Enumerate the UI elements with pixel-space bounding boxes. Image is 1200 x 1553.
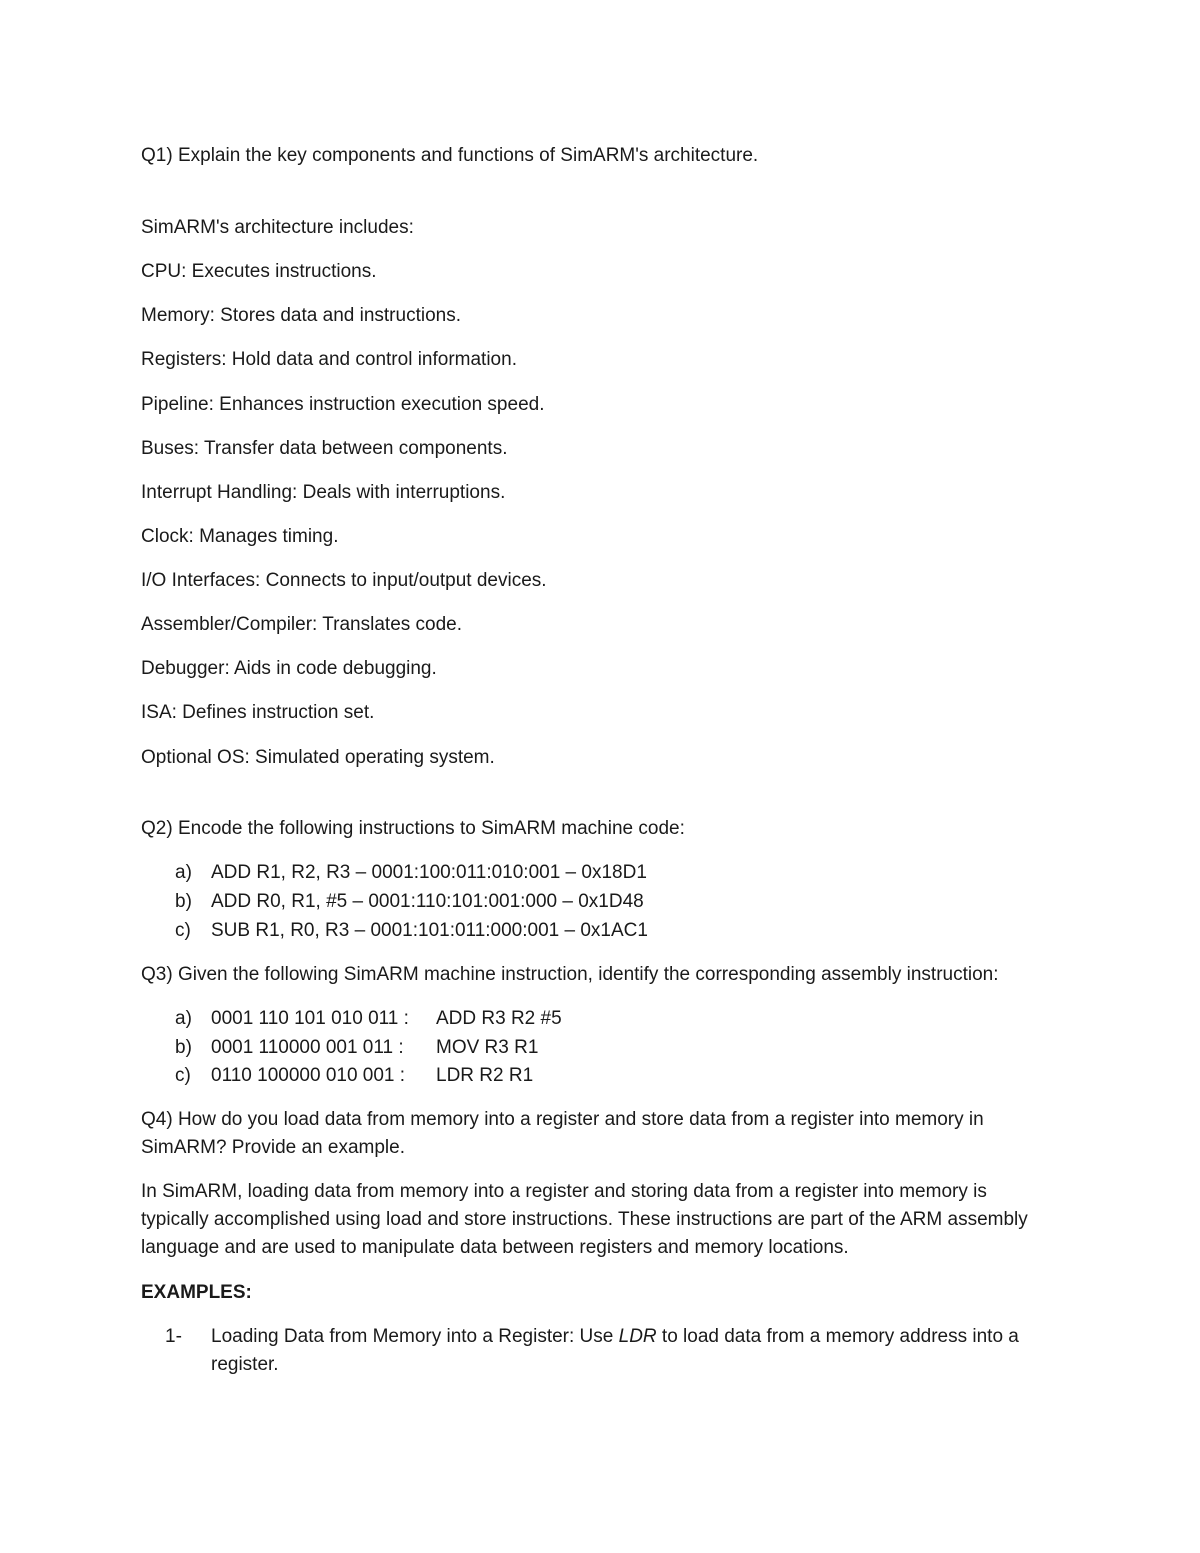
component-isa: ISA: Defines instruction set. — [141, 702, 375, 723]
list-item-text: SUB R1, R0, R3 – 0001:101:011:000:001 – 0x1AC1 — [211, 920, 648, 941]
component-cpu: CPU: Executes instructions. — [141, 261, 377, 282]
list-item-label: c) — [175, 920, 191, 941]
list-item-label: b) — [175, 1037, 192, 1058]
q4-question: Q4) How do you load data from memory into a register and store data from a register into memory in SimARM? Provide an example. — [141, 1109, 984, 1158]
component-buses: Buses: Transfer data between components. — [141, 438, 508, 459]
list-item-label: c) — [175, 1065, 191, 1086]
list-item-text: ADD R0, R1, #5 – 0001:110:101:001:000 – 0x1D48 — [211, 891, 644, 912]
ldr-keyword: LDR — [618, 1326, 657, 1347]
machine-code: 0110 100000 010 001 : — [211, 1065, 406, 1086]
example-number: 1- — [165, 1326, 182, 1347]
component-debugger: Debugger: Aids in code debugging. — [141, 658, 437, 679]
machine-code: 0001 110000 001 011 : — [211, 1037, 404, 1058]
example-text — [211, 1323, 1056, 1379]
list-item-label: a) — [175, 1008, 192, 1029]
list-item-text: ADD R1, R2, R3 – 0001:100:011:010:001 – 0x18D1 — [211, 862, 647, 883]
component-interrupt-handling: Interrupt Handling: Deals with interruptions. — [141, 482, 506, 503]
component-assembler-compiler: Assembler/Compiler: Translates code. — [141, 614, 463, 635]
list-item-label: b) — [175, 891, 192, 912]
component-pipeline: Pipeline: Enhances instruction execution speed. — [141, 394, 545, 415]
assembly-instruction: ADD R3 R2 #5 — [436, 1008, 562, 1029]
assembly-instruction: MOV R3 R1 — [436, 1037, 539, 1058]
machine-code: 0001 110 101 010 011 : — [211, 1008, 409, 1029]
example-text-before: Loading Data from Memory into a Register: Use — [211, 1326, 619, 1347]
q2-question: Q2) Encode the following instructions to SimARM machine code: — [141, 818, 685, 839]
component-registers: Registers: Hold data and control information. — [141, 349, 517, 370]
q3-question: Q3) Given the following SimARM machine instruction, identify the corresponding assembly instruction: — [141, 964, 999, 985]
component-clock: Clock: Manages timing. — [141, 526, 339, 547]
q1-intro: SimARM's architecture includes: — [141, 217, 414, 238]
component-optional-os: Optional OS: Simulated operating system. — [141, 747, 495, 768]
examples-heading: EXAMPLES: — [141, 1282, 252, 1303]
q1-question: Q1) Explain the key components and functions of SimARM's architecture. — [141, 145, 759, 166]
example-text-after: to load data from a memory address into a register. — [211, 1326, 1019, 1375]
assembly-instruction: LDR R2 R1 — [436, 1065, 534, 1086]
list-item-label: a) — [175, 862, 192, 883]
component-memory: Memory: Stores data and instructions. — [141, 305, 461, 326]
q4-answer: In SimARM, loading data from memory into a register and storing data from a register into memory is typically accomplished using load and store instructions. These instructions are part of the ARM assembly language and are used to manipulate data between registers and memory locations. — [141, 1181, 1028, 1258]
component-io-interfaces: I/O Interfaces: Connects to input/output devices. — [141, 570, 547, 591]
